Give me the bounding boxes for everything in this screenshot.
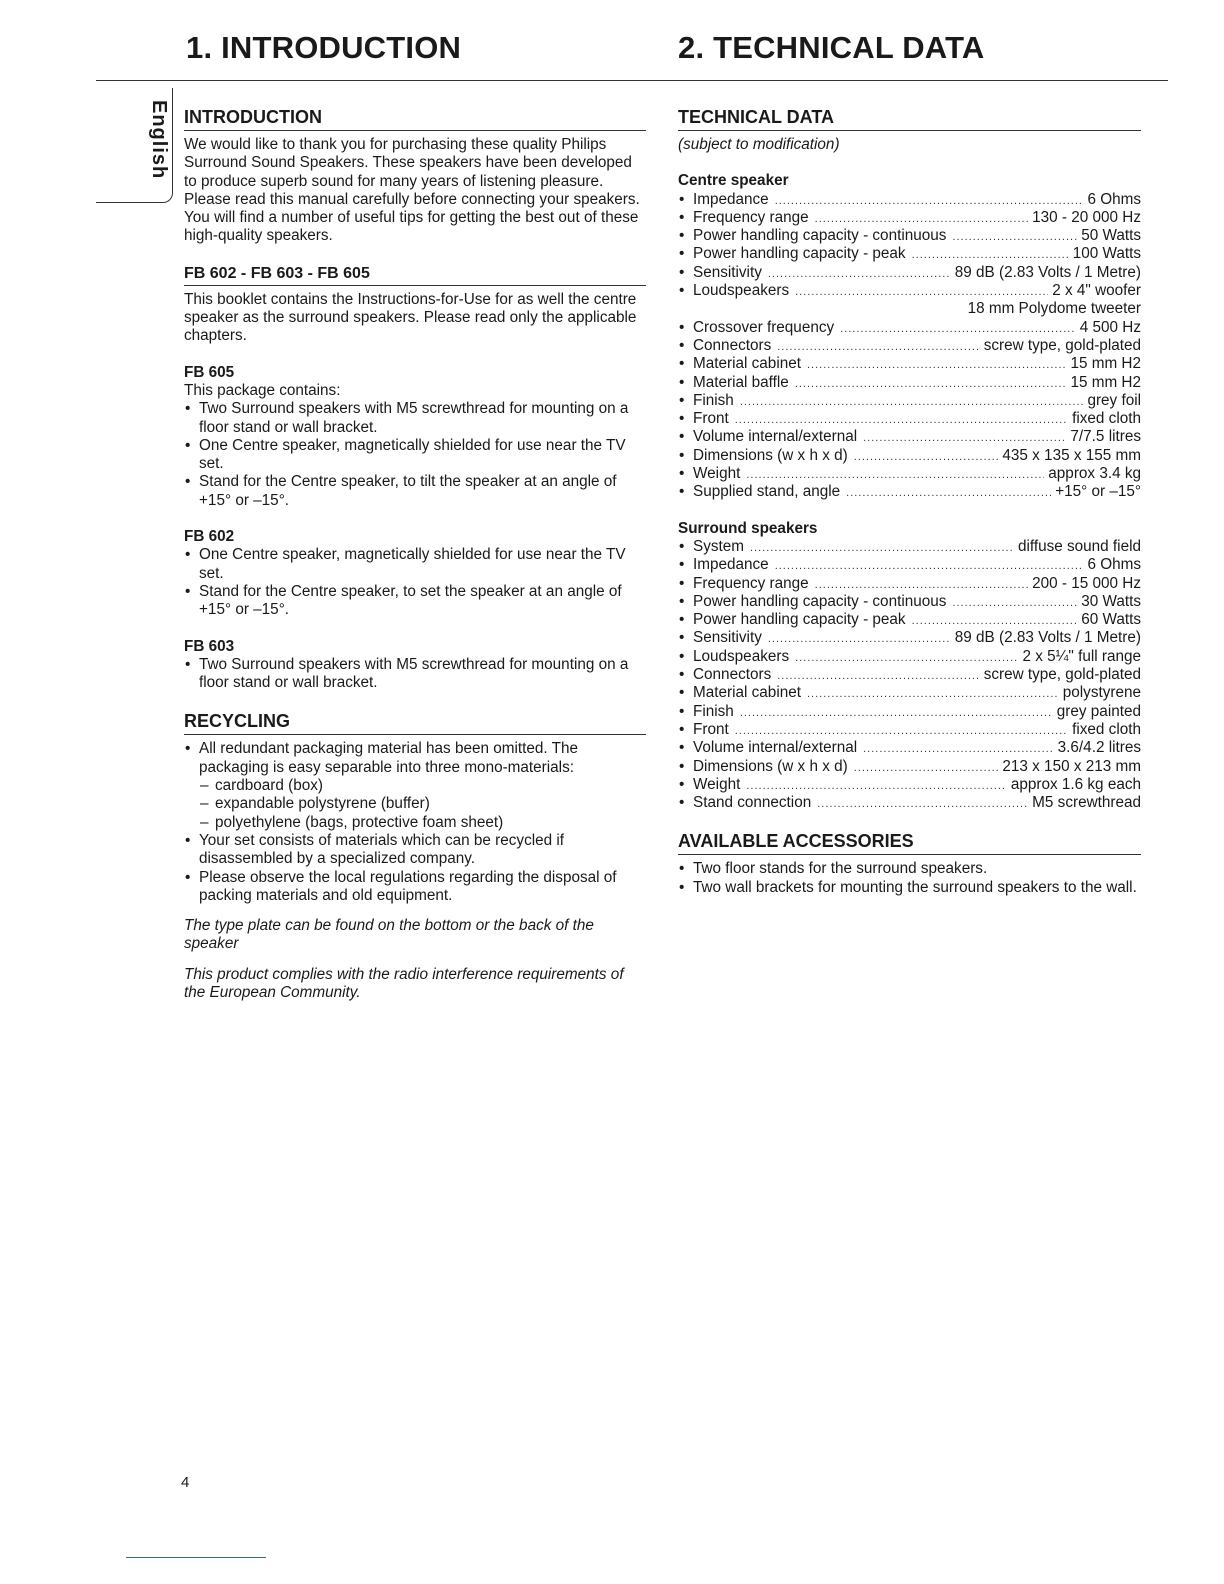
spec-value: grey foil	[1087, 391, 1141, 409]
spec-label: • Frequency range	[693, 208, 809, 226]
dot-leader	[854, 452, 999, 462]
spec-label: • Loudspeakers	[693, 282, 790, 300]
spec-value: 6 Ohms	[1087, 190, 1141, 208]
spec-row	[678, 739, 1141, 757]
list-item: • Stand for the Centre speaker, to tilt the speaker at an angle of +15° or –15°.	[184, 473, 646, 510]
footer-rule	[126, 1557, 266, 1558]
fb605-list	[184, 400, 646, 510]
accessories-list	[678, 860, 1141, 897]
spec-label: • Power handling capacity - peak	[693, 611, 906, 629]
chapter-title-technical-data: 2. TECHNICAL DATA	[678, 30, 985, 65]
dot-leader	[815, 580, 1028, 590]
fb605-title: FB 605	[184, 363, 235, 381]
left-column	[184, 106, 646, 1002]
spec-label: • System	[693, 537, 744, 555]
spec-row	[678, 575, 1141, 593]
spec-value: approx 3.4 kg	[1048, 465, 1141, 483]
spec-row	[678, 209, 1141, 227]
spec-value: 100 Watts	[1072, 245, 1141, 263]
spec-value: fixed cloth	[1072, 410, 1141, 428]
spec-label: • Supplied stand, angle	[693, 483, 841, 501]
spec-label: • Dimensions (w x h x d)	[693, 446, 848, 464]
dot-leader	[795, 653, 1018, 663]
spec-value: 200 - 15 000 Hz	[1032, 574, 1141, 592]
spec-label: • Power handling capacity - peak	[693, 245, 906, 263]
introduction-paragraph-1: We would like to thank you for purchasing these quality Philips Surround Sound Speakers. These speakers have been developed to produce superb sound for many years of listening pleasure.	[184, 136, 632, 190]
compliance-note: This product complies with the radio interference requirements of the European Community.	[184, 965, 624, 1001]
spec-value: +15° or –15°	[1055, 483, 1141, 501]
surround-speakers-title: Surround speakers	[678, 519, 818, 537]
fb602-title: FB 602	[184, 528, 235, 546]
spec-value-continued: 18 mm Polydome tweeter	[967, 300, 1141, 318]
spec-value: 3.6/4.2 litres	[1057, 739, 1141, 757]
spec-label: • Volume internal/external	[693, 739, 858, 757]
fb603-title: FB 603	[184, 637, 235, 655]
spec-row	[678, 428, 1141, 446]
spec-label: • Finish	[693, 702, 734, 720]
spec-value: 89 dB (2.83 Volts / 1 Metre)	[954, 629, 1141, 647]
spec-label: • Connectors	[693, 666, 772, 684]
spec-value: 213 x 150 x 213 mm	[1002, 757, 1141, 775]
dot-leader	[768, 269, 951, 279]
fb602-list	[184, 546, 646, 619]
spec-row	[678, 355, 1141, 373]
dot-leader	[952, 232, 1077, 242]
technical-data-heading: TECHNICAL DATA	[678, 106, 1141, 131]
dot-leader	[912, 250, 1069, 260]
spec-value: 89 dB (2.83 Volts / 1 Metre)	[954, 263, 1141, 281]
spec-label: • Sensitivity	[693, 263, 762, 281]
spec-row	[678, 282, 1141, 300]
centre-spec-list	[678, 191, 1141, 502]
spec-label: • Impedance	[693, 190, 769, 208]
spec-row	[678, 483, 1141, 501]
spec-label: • Frequency range	[693, 574, 809, 592]
material-item: – polyethylene (bags, protective foam sheet)	[199, 814, 646, 832]
recycling-item-packaging: All redundant packaging material has been omitted. The packaging is easy separable into three mono-materials:	[199, 740, 578, 776]
centre-speaker-title: Centre speaker	[678, 172, 789, 190]
dot-leader	[840, 324, 1076, 334]
spec-label: • Finish	[693, 391, 734, 409]
material-item: – expandable polystyrene (buffer)	[199, 795, 646, 813]
dot-leader	[746, 470, 1044, 480]
list-item: • Two Surround speakers with M5 screwthread for mounting on a floor stand or wall bracket.	[184, 400, 646, 437]
spec-label: • Front	[693, 410, 729, 428]
list-item: • One Centre speaker, magnetically shielded for use near the TV set.	[184, 546, 646, 583]
spec-row	[678, 758, 1141, 776]
recycling-list	[184, 740, 646, 905]
dot-leader	[777, 342, 979, 352]
list-item: • Your set consists of materials which can be recycled if disassembled by a specialized company.	[184, 832, 646, 869]
spec-row	[678, 556, 1141, 574]
introduction-paragraph-2: Please read this manual carefully before connecting your speakers. You will find a number of useful tips for getting the best out of these high-quality speakers.	[184, 190, 640, 245]
spec-label: • Material cabinet	[693, 684, 801, 702]
spec-row	[678, 319, 1141, 337]
spec-value: 435 x 135 x 155 mm	[1002, 446, 1141, 464]
spec-label: • Dimensions (w x h x d)	[693, 757, 848, 775]
page-number: 4	[181, 1474, 190, 1491]
dot-leader	[768, 634, 951, 644]
type-plate-note: The type plate can be found on the bottom or the back of the speaker	[184, 917, 594, 953]
dot-leader	[815, 214, 1028, 224]
dot-leader	[746, 781, 1007, 791]
dot-leader	[807, 360, 1066, 370]
header-rule	[96, 80, 1168, 81]
spec-value: 4 500 Hz	[1079, 318, 1141, 336]
spec-row	[678, 447, 1141, 465]
spec-row	[678, 593, 1141, 611]
spec-value: diffuse sound field	[1017, 537, 1141, 555]
spec-value: M5 screwthread	[1032, 794, 1141, 812]
spec-label: • Loudspeakers	[693, 647, 790, 665]
spec-value: 2 x 5¼" full range	[1022, 647, 1141, 665]
spec-label: • Weight	[693, 465, 741, 483]
spec-row	[678, 721, 1141, 739]
models-heading: FB 602 - FB 603 - FB 605	[184, 264, 646, 286]
spec-label: • Connectors	[693, 336, 772, 354]
dot-leader	[750, 543, 1014, 553]
spec-value: 30 Watts	[1081, 592, 1141, 610]
spec-label: • Impedance	[693, 556, 769, 574]
spec-value: 60 Watts	[1081, 611, 1141, 629]
spec-label: • Weight	[693, 775, 741, 793]
list-item: • Two wall brackets for mounting the surround speakers to the wall.	[678, 879, 1141, 897]
dot-leader	[795, 287, 1048, 297]
dot-leader	[863, 744, 1054, 754]
accessories-heading: AVAILABLE ACCESSORIES	[678, 830, 1141, 855]
list-item: • One Centre speaker, magnetically shielded for use near the TV set.	[184, 437, 646, 474]
spec-row	[678, 392, 1141, 410]
spec-value: 130 - 20 000 Hz	[1032, 208, 1141, 226]
spec-value: 15 mm H2	[1070, 373, 1141, 391]
right-column	[678, 106, 1141, 897]
dot-leader	[735, 415, 1068, 425]
list-item: • Stand for the Centre speaker, to set the speaker at an angle of +15° or –15°.	[184, 583, 646, 620]
dot-leader	[735, 726, 1068, 736]
list-item: • Please observe the local regulations regarding the disposal of packing materials and old equipment.	[184, 869, 646, 906]
spec-row	[678, 684, 1141, 702]
spec-row	[678, 337, 1141, 355]
spec-row	[678, 538, 1141, 556]
list-item: • Two floor stands for the surround speakers.	[678, 860, 1141, 878]
spec-label: • Power handling capacity - continuous	[693, 227, 947, 245]
spec-label: • Crossover frequency	[693, 318, 835, 336]
fb605-intro: This package contains:	[184, 381, 341, 399]
spec-row	[678, 264, 1141, 282]
spec-value: polystyrene	[1062, 684, 1141, 702]
spec-value: fixed cloth	[1072, 720, 1141, 738]
list-item	[184, 740, 646, 831]
dot-leader	[863, 433, 1066, 443]
chapter-title-introduction: 1. INTRODUCTION	[186, 30, 462, 65]
spec-label: • Volume internal/external	[693, 428, 858, 446]
materials-list	[199, 777, 646, 832]
spec-value: grey painted	[1056, 702, 1141, 720]
spec-value: 50 Watts	[1081, 227, 1141, 245]
spec-label: • Material cabinet	[693, 355, 801, 373]
technical-subtitle: (subject to modification)	[678, 136, 840, 153]
recycling-heading: RECYCLING	[184, 710, 646, 735]
spec-label: • Material baffle	[693, 373, 789, 391]
spec-value: 15 mm H2	[1070, 355, 1141, 373]
spec-row	[678, 374, 1141, 392]
spec-label: • Stand connection	[693, 794, 812, 812]
surround-spec-list	[678, 538, 1141, 812]
spec-value: 7/7.5 litres	[1070, 428, 1141, 446]
dot-leader	[807, 689, 1059, 699]
dot-leader	[912, 616, 1078, 626]
language-tab	[96, 88, 173, 203]
spec-row	[678, 648, 1141, 666]
spec-row	[678, 227, 1141, 245]
material-item: – cardboard (box)	[199, 777, 646, 795]
spec-value: 6 Ohms	[1087, 556, 1141, 574]
spec-row	[678, 703, 1141, 721]
dot-leader	[952, 598, 1077, 608]
spec-value: screw type, gold-plated	[983, 666, 1141, 684]
dot-leader	[777, 671, 979, 681]
spec-label: • Front	[693, 720, 729, 738]
spec-value: approx 1.6 kg each	[1010, 775, 1141, 793]
dot-leader	[846, 488, 1051, 498]
dot-leader	[775, 196, 1084, 206]
dot-leader	[740, 397, 1084, 407]
fb603-list	[184, 656, 646, 693]
dot-leader	[854, 763, 999, 773]
spec-row	[678, 629, 1141, 647]
dot-leader	[775, 561, 1084, 571]
spec-row	[678, 611, 1141, 629]
spec-label: • Power handling capacity - continuous	[693, 592, 947, 610]
spec-row	[678, 245, 1141, 263]
spec-value: 2 x 4" woofer	[1052, 282, 1141, 300]
spec-label: • Sensitivity	[693, 629, 762, 647]
spec-row	[678, 465, 1141, 483]
spec-row	[678, 776, 1141, 794]
spec-value: screw type, gold-plated	[983, 336, 1141, 354]
language-tab-label: English	[148, 100, 170, 180]
dot-leader	[817, 799, 1028, 809]
dot-leader	[740, 708, 1053, 718]
models-text: This booklet contains the Instructions-for-Use for as well the centre speaker as the surround speakers. Please read only the applicable chapters.	[184, 290, 637, 345]
dot-leader	[795, 379, 1067, 389]
spec-row	[678, 794, 1141, 812]
spec-row	[678, 666, 1141, 684]
spec-row	[678, 410, 1141, 428]
spec-row	[678, 191, 1141, 209]
introduction-heading: INTRODUCTION	[184, 106, 646, 131]
list-item: • Two Surround speakers with M5 screwthread for mounting on a floor stand or wall bracket.	[184, 656, 646, 693]
